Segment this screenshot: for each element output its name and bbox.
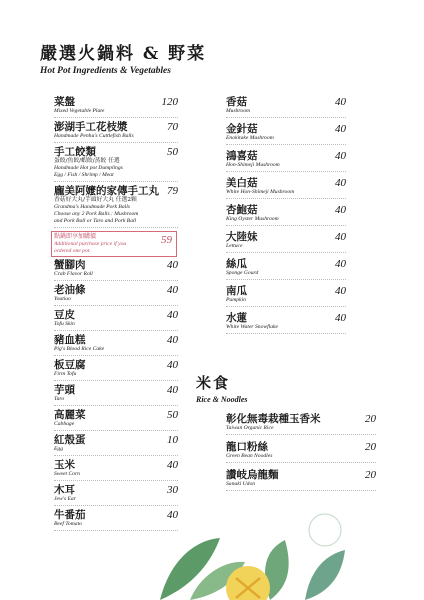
menu-item	[226, 123, 346, 145]
item-price: 40	[335, 285, 346, 297]
item-divider	[54, 455, 178, 456]
menu-item	[54, 185, 178, 228]
rice-header	[196, 372, 376, 404]
item-divider	[54, 227, 178, 228]
item-name: 木耳	[54, 484, 75, 496]
item-english-name: Cabbage	[54, 421, 75, 427]
item-english-name: Mixed Vegetable Plate	[54, 108, 105, 114]
item-english-name: Mushroom	[226, 108, 251, 114]
menu-item	[54, 409, 178, 431]
right-menu-column	[226, 96, 346, 339]
item-english-name: Sponge Gourd	[226, 270, 259, 276]
menu-item	[54, 96, 178, 118]
item-divider	[54, 142, 178, 143]
item-divider	[54, 280, 178, 281]
item-english-name: Taro	[54, 396, 65, 402]
item-english-name: Egg	[54, 446, 64, 452]
item-name: 牛番茄	[54, 509, 86, 521]
item-price: 70	[167, 121, 178, 133]
item-divider	[54, 330, 178, 331]
rice-items	[226, 413, 376, 491]
section-title-en: Hot Pot Ingredients & Vegetables	[40, 66, 171, 76]
item-english-name: Egg / Fish / Shrimp / Meat	[54, 172, 114, 178]
item-name: 讚岐烏龍麵	[226, 469, 279, 481]
menu-item	[54, 434, 178, 456]
item-english-name: Sanuki Udon	[226, 481, 256, 487]
item-price: 40	[167, 284, 178, 296]
item-divider	[226, 333, 346, 334]
item-divider	[54, 181, 178, 182]
item-price: 20	[365, 413, 376, 425]
item-divider	[54, 355, 178, 356]
menu-item	[226, 177, 346, 199]
item-english-name: White Hon-Shimeji Mushroom	[226, 189, 295, 195]
item-name: 彰化無毒栽種玉香米	[226, 413, 321, 425]
item-price: 40	[335, 150, 346, 162]
item-price: 79	[167, 185, 178, 197]
item-divider	[54, 480, 178, 481]
item-name: 芋頭	[54, 384, 75, 396]
menu-item	[54, 121, 178, 143]
menu-item	[226, 204, 346, 226]
item-price: 40	[335, 123, 346, 135]
note-text-en: ordered one pot.	[54, 248, 91, 254]
note-text-en: Additional purchase price if you	[54, 241, 127, 247]
item-english-name: Pumpkin	[226, 297, 246, 303]
item-price: 40	[167, 259, 178, 271]
item-name: 鴻喜菇	[226, 150, 258, 162]
item-price: 40	[335, 204, 346, 216]
item-price: 40	[335, 177, 346, 189]
menu-item	[54, 146, 178, 182]
item-name: 玉米	[54, 459, 75, 471]
item-price: 40	[167, 359, 178, 371]
item-name: 杏鮑菇	[226, 204, 258, 216]
item-price: 40	[335, 96, 346, 108]
item-name: 龐美阿嬤的家傳手工丸	[54, 185, 159, 197]
item-price: 40	[167, 334, 178, 346]
menu-item	[54, 309, 178, 331]
item-name: 紅殼蛋	[54, 434, 86, 446]
item-name: 龍口粉絲	[226, 441, 268, 453]
item-name: 香菇	[226, 96, 247, 108]
item-options: 蛋餃/魚餃/蝦餃/蒸餃 任選	[54, 158, 120, 164]
item-divider	[226, 171, 346, 172]
menu-item	[226, 285, 346, 307]
item-english-name: Lettuce	[226, 243, 243, 249]
item-english-name: Crab Flavor Roll	[54, 271, 93, 277]
item-english-name: Tofu Skin	[54, 321, 75, 327]
item-english-name: Jew's Ear	[54, 496, 76, 502]
item-english-name: Beef Tomato	[54, 521, 82, 527]
item-english-name: Firm Tofu	[54, 371, 77, 377]
item-price: 40	[167, 459, 178, 471]
item-english-name: and Pork Ball or Taro and Pork Ball	[54, 218, 137, 224]
rice-title-zh: 米食	[196, 374, 231, 392]
menu-item	[226, 231, 346, 253]
menu-item	[54, 359, 178, 381]
rice-section	[196, 372, 376, 497]
note-price: 59	[161, 234, 172, 246]
item-options: 香菇好大丸/芋頭好大丸 任選2顆	[54, 197, 137, 203]
note-text-zh: 點鍋即享加購價	[54, 233, 97, 240]
menu-item	[226, 469, 376, 491]
menu-header	[40, 44, 206, 76]
item-name: 板豆腐	[54, 359, 86, 371]
item-divider	[226, 198, 346, 199]
item-name: 菜盤	[54, 96, 75, 108]
item-divider	[54, 305, 178, 306]
section-title-zh: 嚴選火鍋料 & 野菜	[40, 44, 207, 64]
item-divider	[54, 430, 178, 431]
menu-item	[226, 150, 346, 172]
item-price: 40	[167, 384, 178, 396]
add-on-price-note	[51, 231, 177, 257]
item-name: 大陸妹	[226, 231, 258, 243]
menu-item	[54, 334, 178, 356]
menu-item	[54, 384, 178, 406]
menu-item	[54, 259, 178, 281]
item-name: 蟹腳肉	[54, 259, 86, 271]
item-english-name: Taiwan Organic Rice	[226, 425, 274, 431]
item-name: 美白菇	[226, 177, 258, 189]
item-divider	[226, 144, 346, 145]
menu-item	[54, 284, 178, 306]
rice-title-en: Rice & Noodles	[196, 395, 248, 404]
menu-item	[226, 441, 376, 463]
item-name: 豬血糕	[54, 334, 86, 346]
item-divider	[226, 117, 346, 118]
item-price: 20	[365, 441, 376, 453]
menu-item	[226, 96, 346, 118]
item-name: 金針菇	[226, 123, 258, 135]
item-divider	[226, 252, 346, 253]
left-menu-column	[54, 96, 178, 534]
item-divider	[54, 380, 178, 381]
item-price: 50	[167, 409, 178, 421]
item-name: 水蓮	[226, 312, 247, 324]
item-divider	[226, 306, 346, 307]
item-name: 澎湖手工花枝漿	[54, 121, 128, 133]
item-name: 老油條	[54, 284, 86, 296]
item-divider	[226, 434, 376, 435]
item-price: 120	[161, 96, 178, 108]
item-divider	[54, 117, 178, 118]
item-english-name: Handmade Hot pot Dumplings	[54, 165, 123, 171]
item-divider	[226, 490, 376, 491]
item-english-name: Grandma's Handmade Pork Balls	[54, 204, 130, 210]
item-price: 30	[167, 484, 178, 496]
item-price: 40	[335, 231, 346, 243]
item-english-name: Choose any 2 Pork Balls : Mushroom	[54, 211, 139, 217]
leaf-fruit-decoration	[150, 500, 350, 600]
item-divider	[226, 225, 346, 226]
item-english-name: Green Bean Noodles	[226, 453, 273, 459]
item-price: 50	[167, 146, 178, 158]
item-name: 手工餃類	[54, 146, 96, 158]
menu-item	[226, 413, 376, 435]
item-price: 40	[335, 312, 346, 324]
item-divider	[54, 405, 178, 406]
item-english-name: Enokitake Mushroom	[226, 135, 274, 141]
item-price: 40	[335, 258, 346, 270]
menu-item	[54, 459, 178, 481]
item-price: 20	[365, 469, 376, 481]
item-price: 10	[167, 434, 178, 446]
item-name: 絲瓜	[226, 258, 247, 270]
item-divider	[226, 279, 346, 280]
item-price: 40	[167, 309, 178, 321]
item-name: 南瓜	[226, 285, 247, 297]
item-divider	[226, 462, 376, 463]
item-english-name: Handmade Penhu's Cuttlefish Balls	[54, 133, 134, 139]
item-price: 40	[167, 509, 178, 521]
item-name: 豆皮	[54, 309, 75, 321]
item-english-name: Pig's Blood Rice Cake	[54, 346, 105, 352]
item-english-name: Hon-Shimeji Mushroom	[226, 162, 280, 168]
item-english-name: King Oyster Mushroom	[226, 216, 279, 222]
item-english-name: Sweet Corn	[54, 471, 80, 477]
item-english-name: White Water Snowflake	[226, 324, 278, 330]
menu-item	[226, 258, 346, 280]
item-english-name: Youtiao	[54, 296, 71, 302]
item-name: 高麗菜	[54, 409, 86, 421]
menu-item	[226, 312, 346, 334]
